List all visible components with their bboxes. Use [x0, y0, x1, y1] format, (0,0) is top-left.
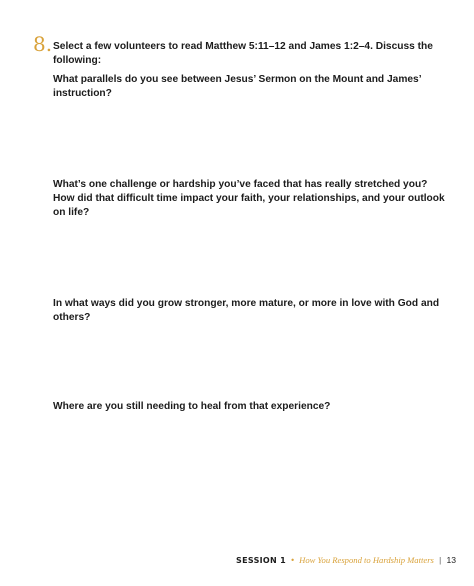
discussion-prompt-2: What’s one challenge or hardship you’ve faced that has really stretched you? How did that difficult time impact your faith, your relationships, and your outlook on life? [53, 179, 445, 218]
footer-session-label: SESSION 1 [236, 556, 286, 565]
page-footer [236, 555, 456, 566]
discussion-prompt-1: What parallels do you see between Jesus’ Sermon on the Mount and James’ instruction? [53, 74, 421, 99]
question-number: 8. [33, 32, 53, 56]
footer-bullet: • [290, 556, 295, 565]
footer-divider: | [439, 556, 442, 565]
discussion-prompt-3: In what ways did you grow stronger, more mature, or more in love with God and others? [53, 298, 440, 323]
footer-session-title: How You Respond to Hardship Matters [299, 555, 434, 565]
question-intro: Select a few volunteers to read Matthew 5:11–12 and James 1:2–4. Discuss the following: [53, 41, 433, 66]
page-number: 13 [446, 555, 456, 565]
discussion-prompt-4: Where are you still needing to heal from that experience? [53, 401, 331, 412]
